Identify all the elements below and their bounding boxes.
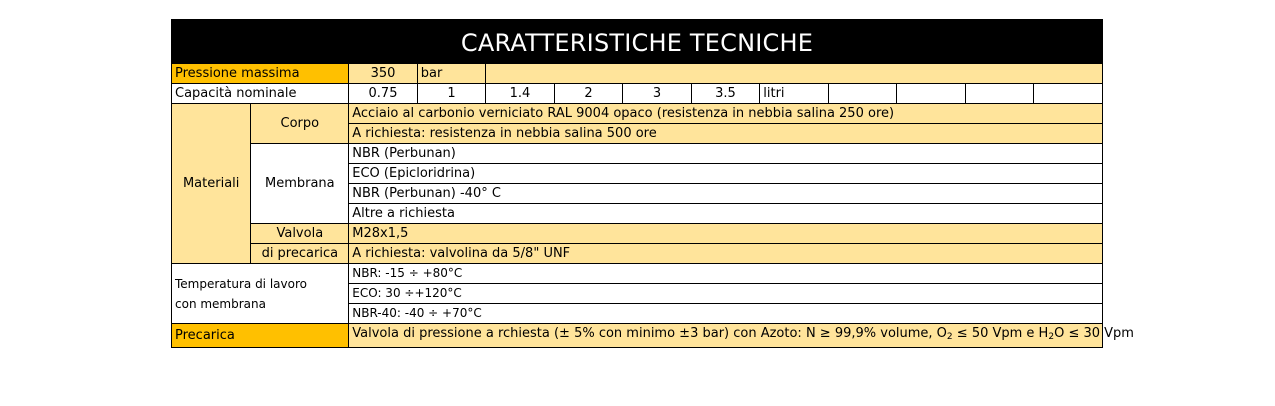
temperature-spec: NBR: -15 ÷ +80°C [349, 264, 1103, 284]
pressure-label: Pressione massima [172, 64, 349, 84]
corpo-row [172, 104, 1103, 124]
valvola-row [172, 224, 1103, 244]
corpo-spec: A richiesta: resistenza in nebbia salina 500 ore [349, 124, 1103, 144]
temperature-label-line2: con membrana [175, 296, 266, 311]
pressure-row [172, 64, 1103, 84]
spec-table [171, 63, 1134, 348]
valvola-label-line2: di precarica [251, 244, 349, 264]
sheet-title: CARATTERISTICHE TECNICHE [171, 19, 1103, 63]
valvola-row [172, 244, 1103, 264]
temperature-label [172, 264, 349, 324]
valvola-label-line1: Valvola [251, 224, 349, 244]
temperature-spec: NBR-40: -40 ÷ +70°C [349, 304, 1103, 324]
capacity-filler [1034, 84, 1103, 104]
membrana-row [172, 144, 1103, 164]
pressure-value: 350 [349, 64, 418, 84]
valvola-spec: A richiesta: valvolina da 5/8" UNF [349, 244, 1103, 264]
o2-subscript: 2 [946, 332, 953, 342]
membrana-spec: Altre a richiesta [349, 204, 1103, 224]
corpo-spec: Acciaio al carbonio verniciato RAL 9004 opaco (resistenza in nebbia salina 250 ore) [349, 104, 1103, 124]
temperature-spec: ECO: 30 ÷+120°C [349, 284, 1103, 304]
precarica-spec [349, 324, 1134, 348]
capacity-value: 2 [554, 84, 623, 104]
spec-sheet [171, 19, 1134, 348]
membrana-spec: NBR (Perbunan) [349, 144, 1103, 164]
precarica-row [172, 324, 1103, 348]
pressure-unit: bar [417, 64, 486, 84]
capacity-row [172, 84, 1103, 104]
capacity-value: 3 [623, 84, 692, 104]
capacity-value: 1.4 [486, 84, 555, 104]
precarica-text-part3: O ≤ 30 Vpm [1054, 326, 1134, 341]
precarica-text-part1: Valvola di pressione a rchiesta (± 5% con minimo ±3 bar) con Azoto: N ≥ 99,9% volume, O [352, 326, 947, 341]
membrana-spec: ECO (Epicloridrina) [349, 164, 1103, 184]
capacity-filler [965, 84, 1034, 104]
capacity-unit: litri [760, 84, 829, 104]
temperature-row [172, 264, 1103, 284]
corpo-label: Corpo [251, 104, 349, 144]
membrana-label: Membrana [251, 144, 349, 224]
capacity-value: 1 [417, 84, 486, 104]
pressure-filler [486, 64, 1103, 84]
capacity-value: 3.5 [691, 84, 760, 104]
capacity-filler [828, 84, 897, 104]
materials-label: Materiali [172, 104, 251, 264]
membrana-spec: NBR (Perbunan) -40° C [349, 184, 1103, 204]
capacity-filler [897, 84, 966, 104]
precarica-label: Precarica [172, 324, 349, 348]
h2o-subscript: 2 [1048, 332, 1055, 342]
precarica-text-part2: ≤ 50 Vpm e H [952, 326, 1049, 341]
capacity-label: Capacità nominale [172, 84, 349, 104]
temperature-label-line1: Temperatura di lavoro [175, 276, 307, 291]
valvola-spec: M28x1,5 [349, 224, 1103, 244]
capacity-value: 0.75 [349, 84, 418, 104]
